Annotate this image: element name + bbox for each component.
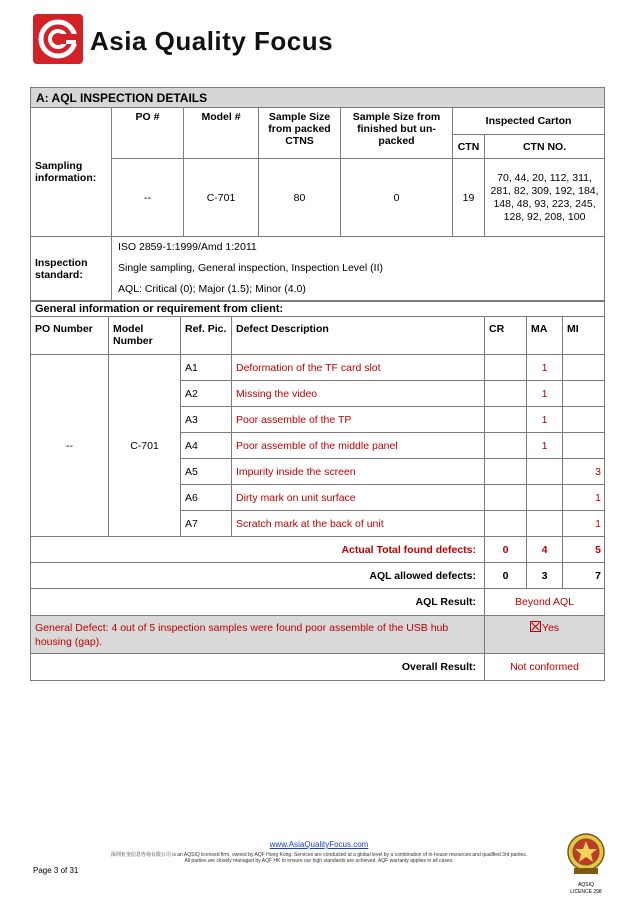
defect-mi: 1: [563, 511, 605, 537]
aql-result-value: Beyond AQL: [485, 589, 605, 616]
col-po: PO #: [112, 108, 184, 159]
col-cr: CR: [485, 317, 527, 355]
defect-desc: Impurity inside the screen: [232, 459, 485, 485]
defect-desc: Poor assemble of the middle panel: [232, 433, 485, 459]
defect-ref: A3: [181, 407, 232, 433]
actual-total-cr: 0: [485, 537, 527, 563]
defect-mi: 1: [563, 485, 605, 511]
defect-ma: [527, 511, 563, 537]
brand-name: Asia Quality Focus: [90, 26, 334, 56]
aql-inspection-table: [30, 87, 605, 301]
defect-mi: [563, 407, 605, 433]
defect-desc: Dirty mark on unit surface: [232, 485, 485, 511]
col-ma: MA: [527, 317, 563, 355]
defect-ref: A2: [181, 381, 232, 407]
seal-label: AQSIQ: [578, 882, 594, 888]
defect-cr: [485, 381, 527, 407]
overall-result-value: Not conformed: [485, 654, 605, 681]
defect-ma: [527, 485, 563, 511]
col-model-number: Model Number: [109, 317, 181, 355]
defect-cr: [485, 511, 527, 537]
model-value: C-701: [109, 355, 181, 537]
defect-ma: [527, 459, 563, 485]
defect-desc: Missing the video: [232, 381, 485, 407]
defect-cr: [485, 433, 527, 459]
col-inspected-carton: Inspected Carton: [453, 108, 605, 135]
col-sample-packed: Sample Size from packed CTNS: [259, 108, 341, 159]
general-defect-value: [485, 616, 605, 654]
col-model: Model #: [184, 108, 259, 159]
general-info-title: General information or requirement from client:: [31, 302, 605, 317]
defect-ma: 1: [527, 407, 563, 433]
aql-allowed-cr: 0: [485, 563, 527, 589]
row-model: C-701: [184, 159, 259, 237]
footer-line: 深圳亚奎信息咨询有限公司 is an AQSIQ licensed firm, owned by AQF Hong Kong. Services are conducted at a global level by a combination of in-house resources and qualified 3rd parties.: [110, 852, 528, 858]
defect-mi: [563, 433, 605, 459]
defect-mi: [563, 355, 605, 381]
col-sample-unpacked: Sample Size from finished but un-packed: [341, 108, 453, 159]
section-a-title: A: AQL INSPECTION DETAILS: [31, 88, 605, 108]
defect-ma: 1: [527, 381, 563, 407]
defect-mi: 3: [563, 459, 605, 485]
checked-box-icon: [530, 621, 541, 632]
actual-total-ma: 4: [527, 537, 563, 563]
col-ctn-no: CTN NO.: [485, 135, 605, 159]
defect-desc: Scratch mark at the back of unit: [232, 511, 485, 537]
defect-ref: A5: [181, 459, 232, 485]
footer-line: All parties are closely managed by AQF HK to ensure our high standards are achieved. AQF warranty applies in all cases.: [184, 858, 454, 864]
overall-result-label: Overall Result:: [31, 654, 485, 681]
defect-cr: [485, 485, 527, 511]
row-sample-packed: 80: [259, 159, 341, 237]
aql-result-label: AQL Result:: [31, 589, 485, 616]
col-defect-description: Defect Description: [232, 317, 485, 355]
general-defect-yes: Yes: [541, 622, 560, 634]
row-sample-unpacked: 0: [341, 159, 453, 237]
seal-licence: LICENCE 298: [570, 889, 602, 895]
defect-ref: A7: [181, 511, 232, 537]
col-po-number: PO Number: [31, 317, 109, 355]
defect-mi: [563, 381, 605, 407]
defect-ref: A4: [181, 433, 232, 459]
defect-ref: A6: [181, 485, 232, 511]
actual-total-mi: 5: [563, 537, 605, 563]
row-po: --: [112, 159, 184, 237]
standard-line: ISO 2859-1:1999/Amd 1:2011: [118, 241, 257, 253]
po-value: --: [31, 355, 109, 537]
col-mi: MI: [563, 317, 605, 355]
actual-total-label: Actual Total found defects:: [31, 537, 485, 563]
aql-allowed-label: AQL allowed defects:: [31, 563, 485, 589]
row-ctn: 19: [453, 159, 485, 237]
defect-desc: Deformation of the TF card slot: [232, 355, 485, 381]
inspection-standard-text: [112, 237, 605, 301]
defect-table: [30, 301, 605, 681]
col-ref-pic: Ref. Pic.: [181, 317, 232, 355]
aql-allowed-ma: 3: [527, 563, 563, 589]
table-row: [31, 355, 605, 381]
defect-cr: [485, 407, 527, 433]
page-number: Page 3 of 31: [33, 866, 79, 875]
defect-cr: [485, 355, 527, 381]
company-logo: [33, 14, 83, 64]
standard-line: AQL: Critical (0); Major (1.5); Minor (4.0): [118, 283, 306, 295]
footer-link[interactable]: www.AsiaQualityFocus.com: [269, 840, 369, 849]
aqsiq-seal-icon: [566, 832, 606, 878]
defect-desc: Poor assemble of the TP: [232, 407, 485, 433]
aql-allowed-mi: 7: [563, 563, 605, 589]
defect-ma: 1: [527, 355, 563, 381]
inspection-standard-label: Inspection standard:: [31, 237, 112, 301]
defect-ref: A1: [181, 355, 232, 381]
defect-cr: [485, 459, 527, 485]
general-defect-text: General Defect: 4 out of 5 inspection samples were found poor assemble of the USB hub housing (gap).: [31, 616, 485, 654]
sampling-label: Sampling information:: [31, 108, 112, 237]
defect-ma: 1: [527, 433, 563, 459]
row-ctn-no: 70, 44, 20, 112, 311, 281, 82, 309, 192, 184, 148, 48, 93, 223, 245, 128, 92, 208, 100: [485, 159, 605, 237]
col-ctn: CTN: [453, 135, 485, 159]
standard-line: Single sampling, General inspection, Inspection Level (II): [118, 262, 383, 274]
